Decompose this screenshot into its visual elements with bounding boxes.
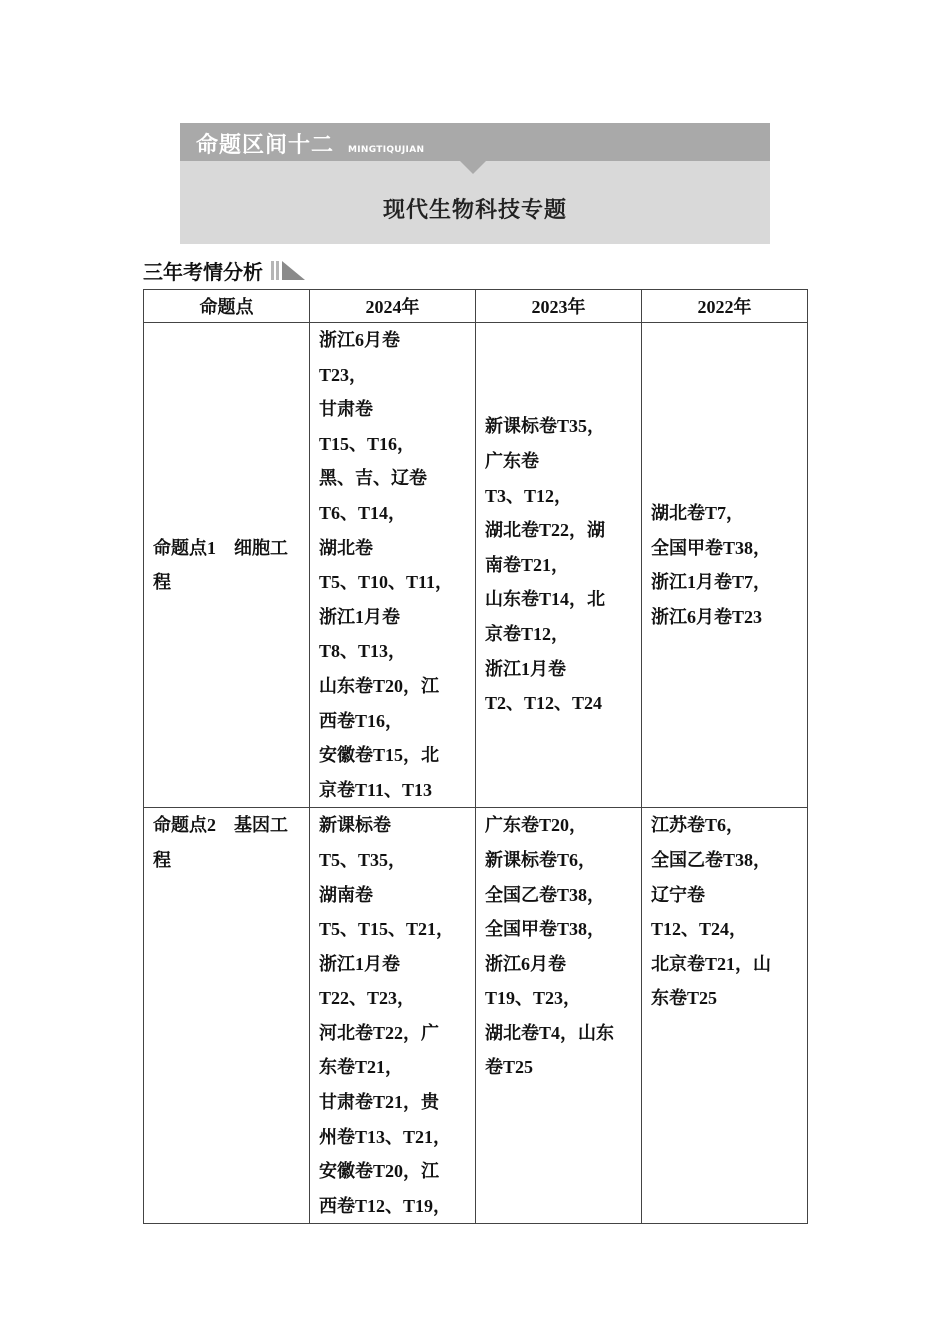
topic-banner [180, 123, 770, 244]
header-2022: 2022年 [642, 290, 808, 323]
banner-notch [460, 161, 486, 174]
banner-subtitle: 现代生物科技专题 [382, 198, 567, 223]
cell-line: 湖北卷T7， [651, 502, 745, 523]
cell-line: 甘肃卷T21，贵 [319, 1092, 440, 1113]
cell-line: 黑、吉、辽卷 [319, 468, 427, 489]
cell-line: 浙江1月卷 [485, 658, 566, 679]
table-row [144, 323, 808, 808]
cell-line: 安徽卷T15，北 [319, 745, 440, 766]
cell-line: T15、T16， [319, 433, 416, 454]
cell-line: 东卷T25 [651, 988, 718, 1009]
cell-line: 东卷T21， [319, 1057, 404, 1078]
cell-line: 浙江6月卷 [485, 953, 566, 974]
cell-line: 浙江1月卷T7， [651, 572, 772, 593]
year-2023-cell [476, 323, 642, 808]
year-2024-cell [310, 808, 476, 1224]
cell-line: 命题点2 基因工 [153, 815, 288, 836]
cell-line: T22、T23， [319, 988, 416, 1009]
cell-line: 湖北卷T4，山东 [485, 1022, 615, 1043]
cell-line: 浙江1月卷 [319, 606, 400, 627]
cell-line: 辽宁卷 [651, 884, 705, 905]
cell-line: 州卷T13、T21， [319, 1126, 452, 1147]
year-2022-cell [642, 808, 808, 1224]
cell-line: 湖北卷T22，湖 [485, 520, 606, 541]
header-2023: 2023年 [476, 290, 642, 323]
table-header-row [144, 290, 808, 323]
cell-line: T12、T24， [651, 919, 748, 940]
cell-line: 程 [153, 572, 171, 593]
cell-line: 甘肃卷 [319, 399, 373, 420]
cell-line: 浙江6月卷 [319, 330, 400, 350]
header-2024: 2024年 [310, 290, 476, 323]
banner-pinyin: MINGTIQUJIAN [348, 145, 425, 155]
cell-line: T2、T12、T24 [485, 693, 603, 714]
cell-line: 安徽卷T20，江 [319, 1161, 440, 1182]
cell-line: 西卷T12、T19， [319, 1195, 452, 1216]
cell-line: 浙江1月卷 [319, 953, 400, 974]
cell-line: 京卷T11、T13 [319, 779, 433, 800]
cell-line: 全国乙卷T38， [485, 884, 606, 905]
cell-line: 湖北卷 [319, 537, 373, 558]
cell-line: 全国乙卷T38， [651, 849, 772, 870]
cell-line: 新课标卷T35， [485, 416, 606, 437]
cell-line: 北京卷T21，山 [651, 953, 772, 974]
section-heading [143, 256, 307, 284]
cell-line: 京卷T12， [485, 624, 570, 645]
cell-line: 全国甲卷T38， [651, 537, 772, 558]
cell-line: 广东卷 [485, 451, 539, 472]
table-row [144, 808, 808, 1224]
cell-line: T5、T15、T21， [319, 919, 455, 940]
cell-line: 程 [153, 849, 171, 870]
section-title: 三年考情分析 [143, 259, 263, 284]
cell-line: 河北卷T22，广 [319, 1022, 440, 1043]
bars-triangle-icon [271, 258, 307, 282]
cell-line: 西卷T16， [319, 710, 404, 731]
cell-line: T3、T12， [485, 485, 573, 506]
cell-line: 山东卷T20，江 [319, 675, 440, 696]
cell-line: T5、T35， [319, 849, 407, 870]
year-2024-cell [310, 323, 476, 808]
year-2023-cell [476, 808, 642, 1224]
exam-analysis-table [143, 289, 808, 1224]
cell-line: 浙江6月卷T23 [651, 606, 763, 627]
banner-title: 命题区间十二 [196, 133, 335, 158]
cell-line: 卷T25 [485, 1057, 534, 1078]
cell-line: T5、T10、T11， [319, 572, 454, 593]
cell-line: 江苏卷T6， [651, 815, 745, 836]
cell-line: 新课标卷T6， [485, 849, 597, 870]
cell-line: T6、T14， [319, 502, 407, 523]
cell-line: 新课标卷 [319, 815, 391, 836]
cell-line: 全国甲卷T38， [485, 919, 606, 940]
year-2022-cell [642, 323, 808, 808]
cell-line: 山东卷T14，北 [485, 589, 606, 610]
topic-cell [144, 808, 310, 1224]
cell-line: T19、T23， [485, 988, 582, 1009]
header-topic: 命题点 [144, 290, 310, 323]
topic-cell [144, 323, 310, 808]
cell-line: 广东卷T20， [485, 815, 588, 836]
cell-line: T23， [319, 364, 368, 385]
cell-line: 湖南卷 [319, 884, 373, 905]
cell-line: 命题点1 细胞工 [153, 537, 288, 558]
cell-line: 南卷T21， [485, 554, 570, 575]
cell-line: T8、T13， [319, 641, 407, 662]
